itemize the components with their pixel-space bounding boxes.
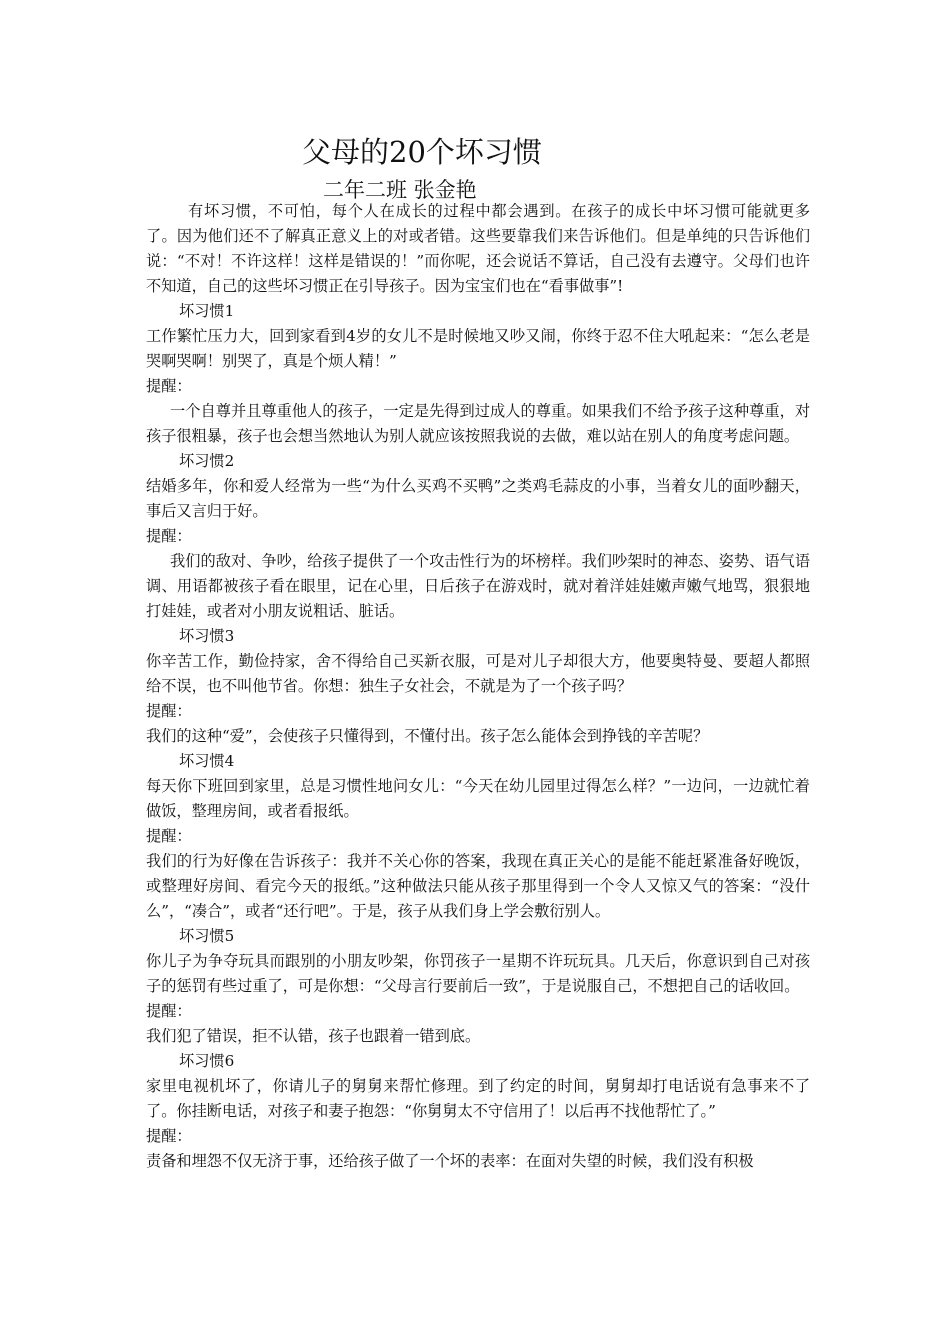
habit-reminder: 我们犯了错误，拒不认错，孩子也跟着一错到底。 [146, 1027, 481, 1045]
reminder-label: 提醒： [146, 377, 192, 395]
reminder-label: 提醒： [146, 702, 192, 720]
habit-heading: 坏习惯2 [179, 452, 235, 470]
intro-paragraph: 有坏习惯，不可怕，每个人在成长的过程中都会遇到。在孩子的成长中坏习惯可能就更多了。因为他们还不了解真正意义上的对或者错。这些要靠我们来告诉他们。但是单纯的只告诉他们说：“不对！不许这样！这样是错误的！”而你呢，还会说话不算话，自己没有去遵守。父母们也许不知道，自己的这些坏习惯正在引导孩子。因为宝宝们也在“看事做事”! [146, 202, 810, 295]
habit-scenario: 家里电视机坏了，你请儿子的舅舅来帮忙修理。到了约定的时间，舅舅却打电话说有急事来不了了。你挂断电话，对孩子和妻子抱怨：“你舅舅太不守信用了！以后再不找他帮忙了。” [146, 1077, 810, 1120]
habit-reminder: 我们的行为好像在告诉孩子：我并不关心你的答案，我现在真正关心的是能不能赶紧准备好晚饭，或整理好房间、看完今天的报纸。”这种做法只能从孩子那里得到一个令人又惊又气的答案：“没什么”，“凑合”，或者“还行吧”。于是，孩子从我们身上学会敷衍别人。 [146, 852, 810, 920]
habit-heading: 坏习惯1 [179, 302, 235, 320]
document-body [146, 199, 810, 1174]
habit-heading: 坏习惯4 [179, 752, 235, 770]
reminder-label: 提醒： [146, 527, 192, 545]
habit-reminder: 一个自尊并且尊重他人的孩子，一定是先得到过成人的尊重。如果我们不给予孩子这种尊重，对孩子很粗暴，孩子也会想当然地认为别人就应该按照我说的去做，难以站在别人的角度考虑问题。 [146, 402, 810, 445]
reminder-label: 提醒： [146, 827, 192, 845]
habit-heading: 坏习惯3 [179, 627, 235, 645]
habit-heading: 坏习惯6 [179, 1052, 235, 1070]
habit-scenario: 每天你下班回到家里，总是习惯性地问女儿：“今天在幼儿园里过得怎么样？”一边问，一边就忙着做饭，整理房间，或者看报纸。 [146, 777, 810, 820]
document-title: 父母的20个坏习惯 [302, 135, 542, 169]
author-line: 二年二班 张金艳 [323, 178, 477, 202]
habit-scenario: 你辛苦工作，勤俭持家，舍不得给自己买新衣服，可是对儿子却很大方，他要奥特曼、要超人都照给不误，也不叫他节省。你想：独生子女社会，不就是为了一个孩子吗？ [146, 652, 810, 695]
habit-scenario: 结婚多年，你和爱人经常为一些“为什么买鸡不买鸭”之类鸡毛蒜皮的小事，当着女儿的面吵翻天，事后又言归于好。 [146, 477, 810, 520]
habit-reminder: 责备和埋怨不仅无济于事，还给孩子做了一个坏的表率：在面对失望的时候，我们没有积极 [146, 1152, 754, 1170]
habit-reminder: 我们的这种“爱”，会使孩子只懂得到，不懂付出。孩子怎么能体会到挣钱的辛苦呢？ [146, 727, 709, 745]
habit-reminder: 我们的敌对、争吵，给孩子提供了一个攻击性行为的坏榜样。我们吵架时的神态、姿势、语气语调、用语都被孩子看在眼里，记在心里，日后孩子在游戏时，就对着洋娃娃嫩声嫩气地骂，狠狠地打娃娃，或者对小朋友说粗话、脏话。 [146, 552, 810, 620]
reminder-label: 提醒： [146, 1002, 192, 1020]
habit-heading: 坏习惯5 [179, 927, 235, 945]
reminder-label: 提醒： [146, 1127, 192, 1145]
habit-scenario: 工作繁忙压力大，回到家看到4岁的女儿不是时候地又吵又闹，你终于忍不住大吼起来：“怎么老是哭啊哭啊！别哭了，真是个烦人精！” [146, 327, 810, 370]
habit-scenario: 你儿子为争夺玩具而跟别的小朋友吵架，你罚孩子一星期不许玩玩具。几天后，你意识到自己对孩子的惩罚有些过重了，可是你想：“父母言行要前后一致”，于是说服自己，不想把自己的话收回。 [146, 952, 810, 995]
